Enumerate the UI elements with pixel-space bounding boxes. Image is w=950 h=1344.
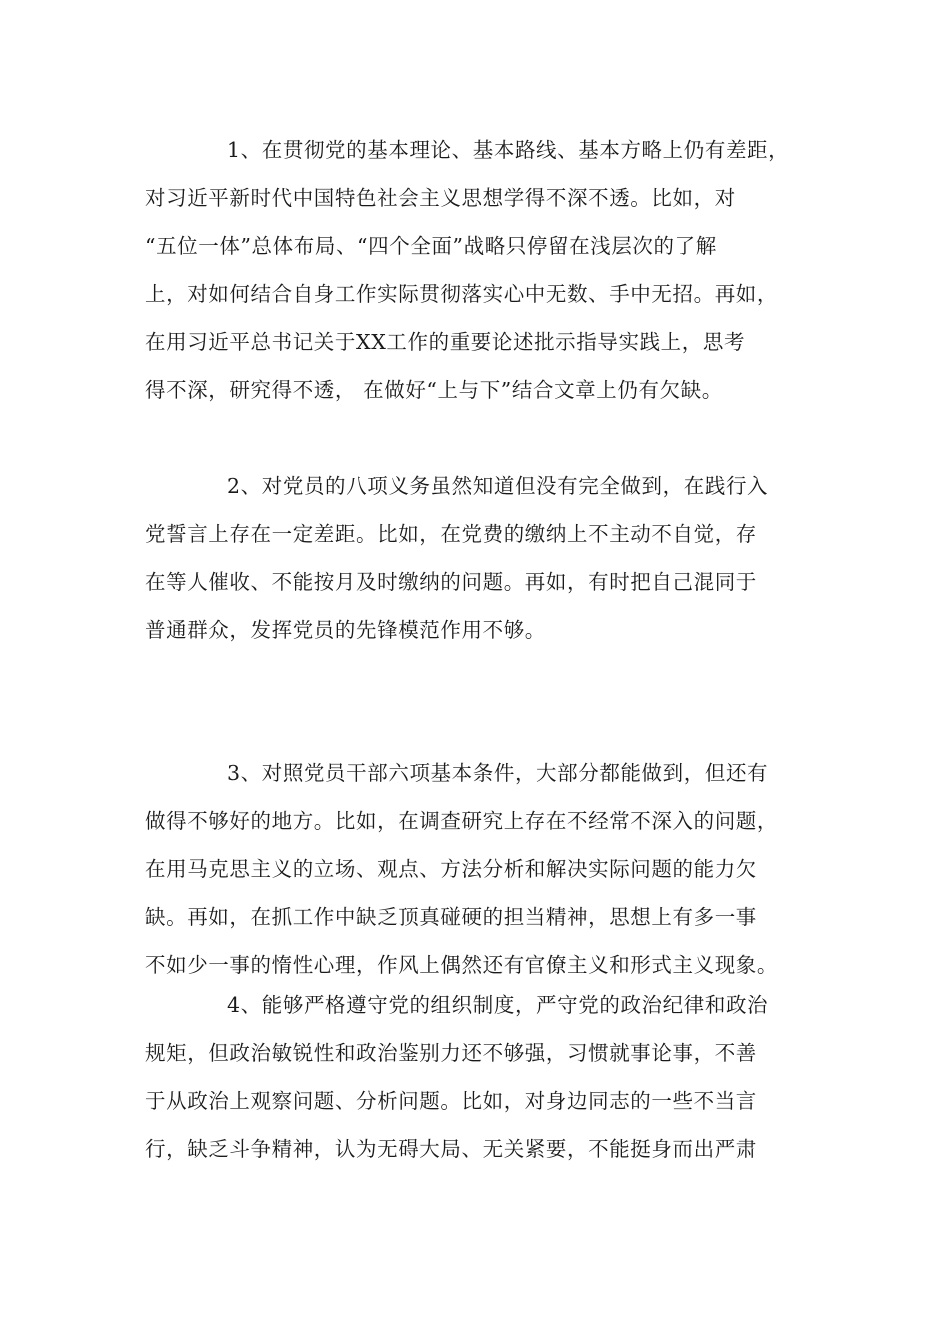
text-line: 缺。再如，在抓工作中缺乏顶真碰硬的担当精神，思想上有多一事 bbox=[145, 905, 757, 929]
text-line: 1、在贯彻党的基本理论、基本路线、基本方略上仍有差距， bbox=[227, 138, 790, 162]
paragraph-4 bbox=[145, 981, 835, 1173]
text-line: 党誓言上存在一定差距。比如，在党费的缴纳上不主动不自觉，存 bbox=[145, 522, 757, 546]
text-line: 行，缺乏斗争精神，认为无碍大局、无关紧要，不能挺身而出严肃 bbox=[145, 1137, 757, 1161]
text-line: 在用习近平总书记关于XX工作的重要论述批示指导实践上，思考 bbox=[145, 330, 746, 354]
text-line: 4、能够严格遵守党的组织制度，严守党的政治纪律和政治 bbox=[227, 993, 769, 1017]
text-line: 不如少一事的惰性心理，作风上偶然还有官僚主义和形式主义现象。 bbox=[145, 953, 778, 977]
text-line: 做得不够好的地方。比如，在调查研究上存在不经常不深入的问题， bbox=[145, 809, 778, 833]
text-line: 3、对照党员干部六项基本条件，大部分都能做到，但还有 bbox=[227, 761, 769, 785]
paragraph-1 bbox=[145, 126, 835, 414]
text-line: 在等人催收、不能按月及时缴纳的问题。再如，有时把自己混同于 bbox=[145, 570, 757, 594]
paragraph-3 bbox=[145, 749, 835, 989]
text-line: 得不深，研究得不透， 在做好“上与下”结合文章上仍有欠缺。 bbox=[145, 378, 723, 402]
paragraph-2 bbox=[145, 462, 835, 654]
text-line: 普通群众，发挥党员的先锋模范作用不够。 bbox=[145, 618, 546, 642]
text-line: 在用马克思主义的立场、观点、方法分析和解决实际问题的能力欠 bbox=[145, 857, 757, 881]
text-line: 对习近平新时代中国特色社会主义思想学得不深不透。比如，对 bbox=[145, 186, 736, 210]
text-line: 于从政治上观察问题、分析问题。比如，对身边同志的一些不当言 bbox=[145, 1089, 757, 1113]
text-line: 规矩，但政治敏锐性和政治鉴别力还不够强，习惯就事论事，不善 bbox=[145, 1041, 757, 1065]
text-line: “五位一体”总体布局、“四个全面”战略只停留在浅层次的了解 bbox=[145, 234, 717, 258]
text-line: 2、对党员的八项义务虽然知道但没有完全做到，在践行入 bbox=[227, 474, 769, 498]
text-line: 上，对如何结合自身工作实际贯彻落实心中无数、手中无招。再如， bbox=[145, 282, 778, 306]
